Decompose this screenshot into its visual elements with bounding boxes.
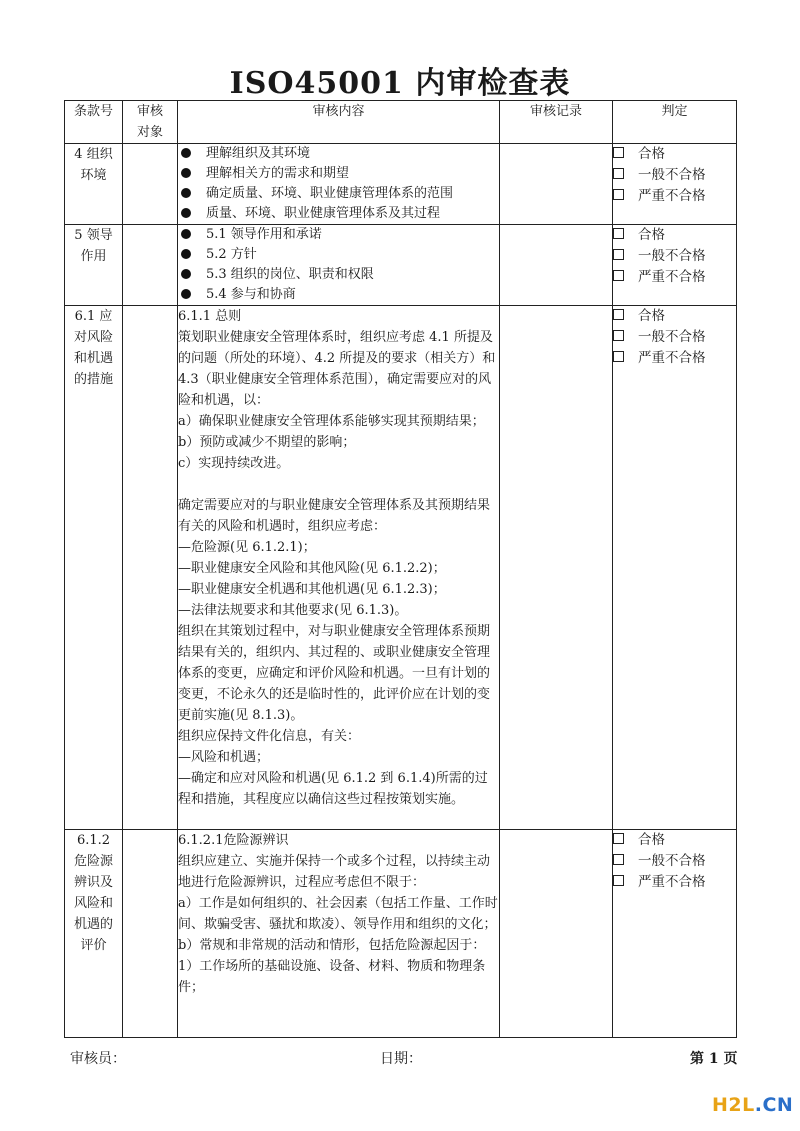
bullet-item [178, 144, 499, 164]
header-clause: 条款号 [65, 101, 123, 144]
bullet-list [178, 225, 499, 305]
judgment-option[interactable] [613, 144, 736, 165]
clause-line: 6.1 应 [74, 309, 113, 324]
judgment-cell [613, 144, 737, 225]
content-paragraph: 6.1.2.1危险源辨识 [178, 833, 289, 848]
table-row [65, 225, 737, 306]
bullet-text: 5.2 方针 [206, 247, 257, 262]
judgment-option-label: 合格 [638, 832, 665, 848]
audit-record-cell[interactable] [500, 225, 613, 306]
judgment-option-label: 严重不合格 [638, 874, 706, 890]
bullet-dot-icon [181, 168, 191, 178]
judgment-option-label: 一般不合格 [638, 329, 706, 345]
header-audit-record: 审核记录 [500, 101, 613, 144]
bullet-item [178, 245, 499, 265]
footer-date-label: 日期： [380, 1051, 422, 1067]
blank-line [178, 474, 499, 495]
bullet-item [178, 164, 499, 184]
watermark-logo-part1: H2L [712, 1094, 755, 1116]
clause-line: 环境 [80, 168, 107, 183]
judgment-option-label: 严重不合格 [638, 350, 706, 366]
clause-line: 4 组织 [74, 147, 113, 162]
judgment-option[interactable] [613, 225, 736, 246]
content-paragraph: 组织在其策划过程中，对与职业健康安全管理体系预期结果有关的，组织内、其过程的、或职业健康安全管理体系的变更，应确定和评价风险和机遇。一旦有计划的变更，不论永久的还是临时性的，此评价应在计划的变更前实施(见 8.1.3)。 [178, 624, 491, 723]
bullet-dot-icon [181, 188, 191, 198]
bullet-item [178, 265, 499, 285]
content-paragraph: 确定需要应对的与职业健康安全管理体系及其预期结果有关的风险和机遇时，组织应考虑： [178, 498, 491, 534]
audit-content-cell [178, 144, 500, 225]
content-paragraph: 1）工作场所的基础设施、设备、材料、物质和物理条件； [178, 959, 486, 995]
clause-line: 风险和 [73, 896, 113, 911]
bullet-dot-icon [181, 249, 191, 259]
clause-line: 机遇的 [73, 917, 113, 932]
bullet-text: 确定质量、环境、职业健康管理体系的范围 [206, 186, 454, 201]
bullet-item [178, 204, 499, 224]
checkbox-icon[interactable] [613, 875, 624, 886]
content-paragraph: c）实现持续改进。 [178, 456, 290, 471]
judgment-option-label: 合格 [638, 308, 665, 324]
watermark-logo [712, 1094, 793, 1116]
footer-page-number: 第 1 页 [690, 1051, 738, 1067]
bullet-text: 质量、环境、职业健康管理体系及其过程 [206, 206, 441, 221]
content-paragraph: —法律法规要求和其他要求(见 6.1.3)。 [178, 603, 408, 618]
clause-line: 的措施 [73, 372, 113, 387]
page-title: ISO45001 内审检查表 [229, 66, 571, 101]
judgment-option[interactable] [613, 165, 736, 186]
judgment-option[interactable] [613, 267, 736, 288]
checkbox-icon[interactable] [613, 330, 624, 341]
clause-line: 评价 [80, 938, 107, 953]
table-row [65, 306, 737, 830]
judgment-option[interactable] [613, 306, 736, 327]
clause-cell [65, 306, 123, 830]
content-paragraph: a）确保职业健康安全管理体系能够实现其预期结果； [178, 414, 485, 429]
content-paragraph: 组织应保持文件化信息，有关： [178, 729, 361, 744]
judgment-option-label: 一般不合格 [638, 248, 706, 264]
audit-object-cell[interactable] [123, 144, 178, 225]
judgment-option[interactable] [613, 348, 736, 369]
audit-object-cell[interactable] [123, 306, 178, 830]
content-paragraph: —危险源(见 6.1.2.1)； [178, 540, 316, 555]
bullet-dot-icon [181, 269, 191, 279]
judgment-option[interactable] [613, 872, 736, 893]
bullet-dot-icon [181, 229, 191, 239]
bullet-list [178, 144, 499, 224]
clause-line: 对风险 [73, 330, 113, 345]
checkbox-icon[interactable] [613, 168, 624, 179]
content-paragraph: a）工作是如何组织的、社会因素（包括工作量、工作时间、欺骗受害、骚扰和欺凌）、领导作用和组织的文化； [178, 896, 498, 932]
bullet-text: 5.1 领导作用和承诺 [206, 227, 322, 242]
checkbox-icon[interactable] [613, 228, 624, 239]
judgment-option[interactable] [613, 851, 736, 872]
content-paragraph: —职业健康安全机遇和其他机遇(见 6.1.2.3)； [178, 582, 446, 597]
checkbox-icon[interactable] [613, 249, 624, 260]
judgment-option[interactable] [613, 327, 736, 348]
clause-line: 危险源 [73, 854, 113, 869]
judgment-option[interactable] [613, 830, 736, 851]
clause-cell [65, 144, 123, 225]
judgment-cell [613, 225, 737, 306]
content-paragraph: —确定和应对风险和机遇(见 6.1.2 到 6.1.4)所需的过程和措施，其程度应以确信这些过程按策划实施。 [178, 771, 488, 807]
bullet-dot-icon [181, 208, 191, 218]
content-paragraph: b）预防或减少不期望的影响； [178, 435, 356, 450]
checkbox-icon[interactable] [613, 189, 624, 200]
header-audit-content: 审核内容 [178, 101, 500, 144]
watermark-logo-part2: .CN [754, 1094, 794, 1116]
bullet-dot-icon [181, 148, 191, 158]
clause-line: 作用 [80, 249, 107, 264]
audit-record-cell[interactable] [500, 830, 613, 1038]
clause-cell [65, 225, 123, 306]
judgment-cell [613, 306, 737, 830]
clause-line: 5 领导 [74, 228, 113, 243]
bullet-text: 5.4 参与和协商 [206, 287, 296, 302]
bullet-item [178, 184, 499, 204]
clause-line: 辨识及 [73, 875, 113, 890]
judgment-option-label: 严重不合格 [638, 188, 706, 204]
audit-checklist-table [64, 100, 737, 1038]
bullet-dot-icon [181, 289, 191, 299]
judgment-option[interactable] [613, 186, 736, 207]
bullet-text: 理解组织及其环境 [206, 146, 311, 161]
audit-content-cell [178, 830, 500, 1038]
judgment-option-label: 一般不合格 [638, 167, 706, 183]
content-paragraph: b）常规和非常规的活动和情形，包括危险源起因于： [178, 938, 486, 953]
content-paragraph: —风险和机遇； [178, 750, 270, 765]
bullet-text: 理解相关方的需求和期望 [206, 166, 350, 181]
judgment-option-label: 严重不合格 [638, 269, 706, 285]
bullet-text: 5.3 组织的岗位、职责和权限 [206, 267, 374, 282]
audit-object-cell[interactable] [123, 830, 178, 1038]
header-audit-object [123, 101, 178, 144]
audit-record-cell[interactable] [500, 144, 613, 225]
audit-content-cell [178, 306, 500, 830]
audit-object-cell[interactable] [123, 225, 178, 306]
content-paragraph: 组织应建立、实施并保持一个或多个过程，以持续主动地进行危险源辨识，过程应考虑但不限于： [178, 854, 491, 890]
judgment-option[interactable] [613, 246, 736, 267]
clause-line: 6.1.2 [76, 833, 111, 848]
table-row [65, 830, 737, 1038]
clause-cell [65, 830, 123, 1038]
checkbox-icon[interactable] [613, 270, 624, 281]
content-paragraph: 策划职业健康安全管理体系时，组织应考虑 4.1 所提及的问题（所处的环境）、4.2 所提及的要求（相关方）和 4.3（职业健康安全管理体系范围），确定需要应对的风险和机遇，以： [178, 330, 496, 408]
bullet-item [178, 285, 499, 305]
table-row [65, 144, 737, 225]
checkbox-icon[interactable] [613, 833, 624, 844]
judgment-option-label: 一般不合格 [638, 853, 706, 869]
content-paragraph: —职业健康安全风险和其他风险(见 6.1.2.2)； [178, 561, 446, 576]
judgment-option-label: 合格 [638, 227, 665, 243]
bullet-item [178, 225, 499, 245]
header-judgment: 判定 [613, 101, 737, 144]
footer-auditor-label: 审核员： [70, 1051, 126, 1067]
table-header-row [65, 101, 737, 144]
audit-record-cell[interactable] [500, 306, 613, 830]
checkbox-icon[interactable] [613, 854, 624, 865]
header-audit-object-line2: 对象 [136, 125, 163, 140]
judgment-option-label: 合格 [638, 146, 665, 162]
checkbox-icon[interactable] [613, 147, 624, 158]
checkbox-icon[interactable] [613, 351, 624, 362]
checkbox-icon[interactable] [613, 309, 624, 320]
content-paragraph: 6.1.1 总则 [178, 309, 242, 324]
header-audit-object-line1: 审核 [136, 104, 163, 119]
audit-content-cell [178, 225, 500, 306]
clause-line: 和机遇 [73, 351, 113, 366]
judgment-cell [613, 830, 737, 1038]
